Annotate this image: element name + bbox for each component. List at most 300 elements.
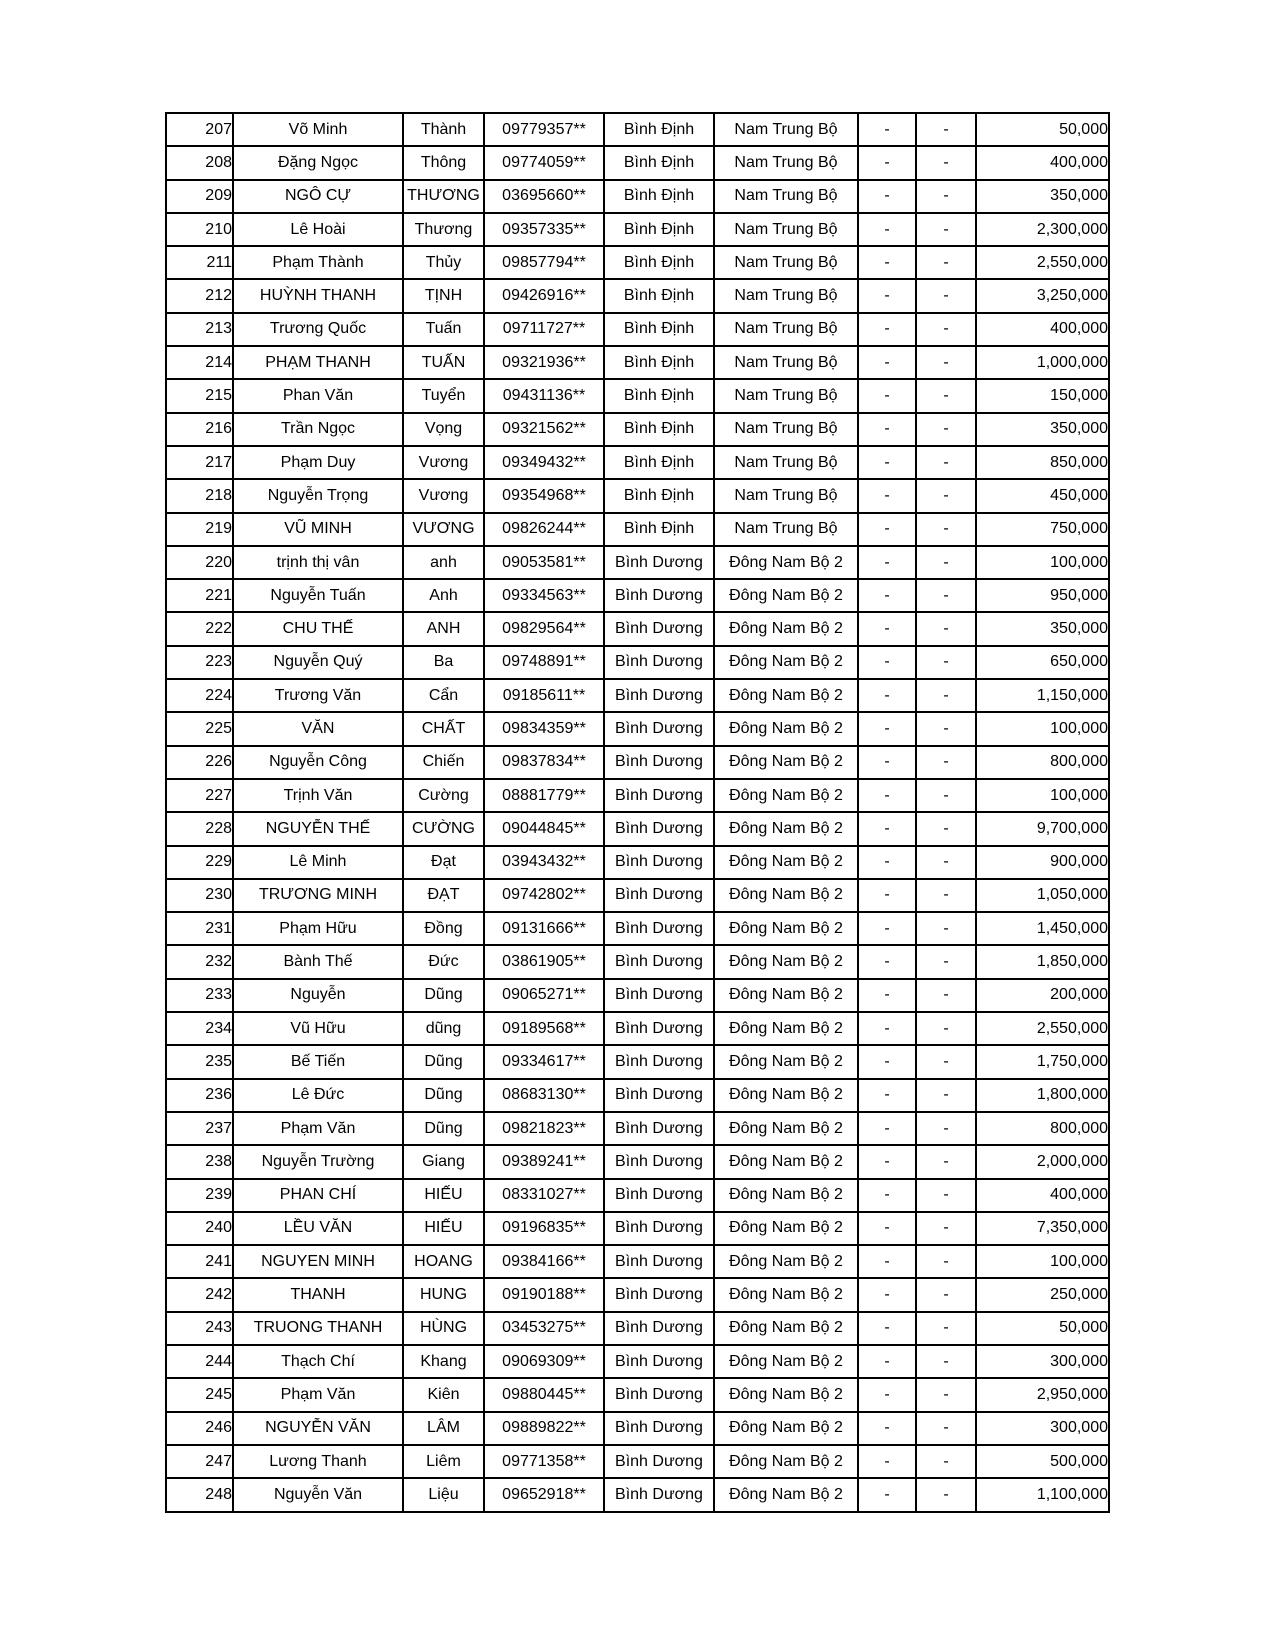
cell-region: Nam Trung Bộ (714, 146, 858, 179)
cell-first-name: Nguyễn (233, 979, 403, 1012)
donor-list-table (165, 112, 1110, 1513)
cell-dash-2: - (916, 213, 976, 246)
cell-amount: 750,000 (976, 513, 1109, 546)
cell-province: Bình Dương (604, 1012, 714, 1045)
cell-region: Đông Nam Bộ 2 (714, 1112, 858, 1145)
cell-amount: 850,000 (976, 446, 1109, 479)
cell-dash-2: - (916, 1478, 976, 1512)
cell-amount: 100,000 (976, 779, 1109, 812)
cell-dash-2: - (916, 346, 976, 379)
cell-dash-1: - (858, 1012, 916, 1045)
cell-dash-1: - (858, 1179, 916, 1212)
cell-province: Bình Định (604, 446, 714, 479)
cell-dash-1: - (858, 1145, 916, 1178)
cell-first-name: Đặng Ngọc (233, 146, 403, 179)
cell-region: Nam Trung Bộ (714, 446, 858, 479)
cell-phone: 09131666** (484, 912, 604, 945)
cell-region: Đông Nam Bộ 2 (714, 1478, 858, 1512)
cell-dash-1: - (858, 379, 916, 412)
cell-dash-2: - (916, 279, 976, 312)
cell-first-name: Phạm Văn (233, 1378, 403, 1411)
cell-phone: 03943432** (484, 846, 604, 879)
cell-last-name: Vương (403, 446, 484, 479)
table-row (166, 1079, 1109, 1112)
cell-dash-2: - (916, 246, 976, 279)
cell-row-no: 224 (166, 679, 233, 712)
table-row (166, 1012, 1109, 1045)
cell-amount: 650,000 (976, 646, 1109, 679)
cell-dash-2: - (916, 146, 976, 179)
cell-last-name: Chiến (403, 746, 484, 779)
cell-phone: 09742802** (484, 879, 604, 912)
cell-first-name: Phạm Văn (233, 1112, 403, 1145)
cell-province: Bình Định (604, 346, 714, 379)
cell-amount: 900,000 (976, 846, 1109, 879)
cell-region: Đông Nam Bộ 2 (714, 1045, 858, 1078)
cell-phone: 09053581** (484, 546, 604, 579)
table-row (166, 513, 1109, 546)
cell-dash-2: - (916, 1345, 976, 1378)
cell-dash-1: - (858, 779, 916, 812)
cell-region: Đông Nam Bộ 2 (714, 746, 858, 779)
cell-region: Đông Nam Bộ 2 (714, 1079, 858, 1112)
cell-first-name: Nguyễn Trọng (233, 479, 403, 512)
table-row (166, 1045, 1109, 1078)
cell-last-name: Vương (403, 479, 484, 512)
cell-phone: 09857794** (484, 246, 604, 279)
cell-province: Bình Dương (604, 812, 714, 845)
cell-dash-2: - (916, 746, 976, 779)
cell-dash-1: - (858, 213, 916, 246)
cell-row-no: 228 (166, 812, 233, 845)
cell-first-name: LỀU VĂN (233, 1212, 403, 1245)
cell-amount: 3,250,000 (976, 279, 1109, 312)
table-row (166, 912, 1109, 945)
table-row (166, 579, 1109, 612)
cell-amount: 400,000 (976, 146, 1109, 179)
cell-dash-2: - (916, 1045, 976, 1078)
cell-dash-1: - (858, 1412, 916, 1445)
cell-amount: 400,000 (976, 313, 1109, 346)
cell-region: Nam Trung Bộ (714, 313, 858, 346)
cell-first-name: trịnh thị vân (233, 546, 403, 579)
cell-first-name: NGUYỄN THẾ (233, 812, 403, 845)
cell-last-name: Dũng (403, 979, 484, 1012)
cell-phone: 09069309** (484, 1345, 604, 1378)
cell-amount: 2,300,000 (976, 213, 1109, 246)
cell-province: Bình Dương (604, 1145, 714, 1178)
cell-dash-1: - (858, 1212, 916, 1245)
cell-first-name: Nguyễn Tuấn (233, 579, 403, 612)
cell-first-name: VŨ MINH (233, 513, 403, 546)
table-row (166, 1478, 1109, 1512)
table-row (166, 479, 1109, 512)
cell-row-no: 241 (166, 1245, 233, 1278)
cell-dash-2: - (916, 513, 976, 546)
cell-row-no: 248 (166, 1478, 233, 1512)
cell-last-name: Tuyển (403, 379, 484, 412)
cell-last-name: Cường (403, 779, 484, 812)
table-row (166, 945, 1109, 978)
cell-dash-2: - (916, 413, 976, 446)
cell-amount: 150,000 (976, 379, 1109, 412)
cell-row-no: 234 (166, 1012, 233, 1045)
cell-phone: 08881779** (484, 779, 604, 812)
table-row (166, 246, 1109, 279)
cell-province: Bình Định (604, 146, 714, 179)
table-row (166, 146, 1109, 179)
table-row (166, 113, 1109, 146)
cell-dash-1: - (858, 945, 916, 978)
cell-phone: 09711727** (484, 313, 604, 346)
cell-dash-2: - (916, 679, 976, 712)
cell-row-no: 235 (166, 1045, 233, 1078)
cell-last-name: Ba (403, 646, 484, 679)
table-row (166, 379, 1109, 412)
cell-row-no: 220 (166, 546, 233, 579)
cell-province: Bình Dương (604, 646, 714, 679)
cell-amount: 1,000,000 (976, 346, 1109, 379)
cell-amount: 300,000 (976, 1345, 1109, 1378)
cell-row-no: 244 (166, 1345, 233, 1378)
cell-amount: 1,450,000 (976, 912, 1109, 945)
cell-amount: 1,800,000 (976, 1079, 1109, 1112)
cell-region: Đông Nam Bộ 2 (714, 1179, 858, 1212)
cell-phone: 09357335** (484, 213, 604, 246)
cell-last-name: anh (403, 546, 484, 579)
cell-region: Đông Nam Bộ 2 (714, 879, 858, 912)
cell-first-name: Nguyễn Trường (233, 1145, 403, 1178)
cell-dash-1: - (858, 313, 916, 346)
cell-region: Nam Trung Bộ (714, 346, 858, 379)
cell-phone: 09431136** (484, 379, 604, 412)
cell-province: Bình Dương (604, 546, 714, 579)
cell-dash-2: - (916, 945, 976, 978)
cell-phone: 09771358** (484, 1445, 604, 1478)
cell-first-name: TRƯƠNG MINH (233, 879, 403, 912)
cell-row-no: 237 (166, 1112, 233, 1145)
cell-row-no: 223 (166, 646, 233, 679)
cell-last-name: Anh (403, 579, 484, 612)
cell-dash-1: - (858, 1079, 916, 1112)
cell-last-name: Cẩn (403, 679, 484, 712)
cell-first-name: VĂN (233, 712, 403, 745)
cell-province: Bình Dương (604, 1312, 714, 1345)
cell-dash-2: - (916, 1412, 976, 1445)
cell-province: Bình Định (604, 313, 714, 346)
cell-province: Bình Dương (604, 579, 714, 612)
cell-amount: 800,000 (976, 746, 1109, 779)
cell-first-name: TRUONG THANH (233, 1312, 403, 1345)
cell-amount: 100,000 (976, 1245, 1109, 1278)
cell-province: Bình Định (604, 213, 714, 246)
cell-dash-2: - (916, 879, 976, 912)
cell-amount: 400,000 (976, 1179, 1109, 1212)
cell-phone: 08683130** (484, 1079, 604, 1112)
cell-dash-2: - (916, 846, 976, 879)
cell-region: Nam Trung Bộ (714, 246, 858, 279)
cell-row-no: 227 (166, 779, 233, 812)
table-row (166, 1112, 1109, 1145)
cell-province: Bình Dương (604, 1245, 714, 1278)
cell-dash-2: - (916, 712, 976, 745)
cell-last-name: HIẾU (403, 1179, 484, 1212)
cell-first-name: Trần Ngọc (233, 413, 403, 446)
cell-phone: 09826244** (484, 513, 604, 546)
cell-region: Đông Nam Bộ 2 (714, 579, 858, 612)
cell-province: Bình Định (604, 513, 714, 546)
cell-row-no: 212 (166, 279, 233, 312)
cell-last-name: LÂM (403, 1412, 484, 1445)
cell-last-name: dũng (403, 1012, 484, 1045)
table-row (166, 546, 1109, 579)
table-row (166, 712, 1109, 745)
cell-last-name: THƯƠNG (403, 180, 484, 213)
cell-region: Đông Nam Bộ 2 (714, 1145, 858, 1178)
cell-dash-1: - (858, 1312, 916, 1345)
cell-phone: 09880445** (484, 1378, 604, 1411)
cell-amount: 450,000 (976, 479, 1109, 512)
cell-dash-2: - (916, 479, 976, 512)
cell-region: Đông Nam Bộ 2 (714, 912, 858, 945)
cell-dash-2: - (916, 180, 976, 213)
table-row (166, 879, 1109, 912)
cell-province: Bình Dương (604, 945, 714, 978)
cell-dash-2: - (916, 1079, 976, 1112)
cell-row-no: 238 (166, 1145, 233, 1178)
cell-region: Đông Nam Bộ 2 (714, 1012, 858, 1045)
cell-province: Bình Dương (604, 1445, 714, 1478)
cell-phone: 09185611** (484, 679, 604, 712)
cell-province: Bình Dương (604, 1412, 714, 1445)
cell-amount: 50,000 (976, 113, 1109, 146)
cell-first-name: Nguyễn Quý (233, 646, 403, 679)
cell-row-no: 226 (166, 746, 233, 779)
cell-region: Nam Trung Bộ (714, 213, 858, 246)
cell-province: Bình Định (604, 279, 714, 312)
cell-dash-2: - (916, 812, 976, 845)
cell-dash-1: - (858, 646, 916, 679)
table-row (166, 1378, 1109, 1411)
cell-region: Đông Nam Bộ 2 (714, 945, 858, 978)
cell-row-no: 218 (166, 479, 233, 512)
cell-row-no: 236 (166, 1079, 233, 1112)
cell-first-name: HUỲNH THANH (233, 279, 403, 312)
cell-first-name: Lê Hoài (233, 213, 403, 246)
cell-phone: 09190188** (484, 1278, 604, 1311)
cell-dash-1: - (858, 146, 916, 179)
cell-dash-1: - (858, 979, 916, 1012)
cell-row-no: 214 (166, 346, 233, 379)
cell-phone: 09321936** (484, 346, 604, 379)
cell-dash-2: - (916, 379, 976, 412)
cell-amount: 300,000 (976, 1412, 1109, 1445)
cell-row-no: 209 (166, 180, 233, 213)
cell-amount: 1,050,000 (976, 879, 1109, 912)
cell-phone: 09834359** (484, 712, 604, 745)
cell-first-name: PHẠM THANH (233, 346, 403, 379)
cell-first-name: Trương Văn (233, 679, 403, 712)
cell-last-name: Khang (403, 1345, 484, 1378)
cell-province: Bình Định (604, 379, 714, 412)
cell-phone: 09426916** (484, 279, 604, 312)
cell-phone: 09829564** (484, 612, 604, 645)
cell-first-name: Trương Quốc (233, 313, 403, 346)
cell-region: Đông Nam Bộ 2 (714, 1345, 858, 1378)
cell-phone: 09748891** (484, 646, 604, 679)
cell-amount: 1,750,000 (976, 1045, 1109, 1078)
cell-row-no: 219 (166, 513, 233, 546)
cell-phone: 09349432** (484, 446, 604, 479)
cell-amount: 100,000 (976, 712, 1109, 745)
cell-phone: 09652918** (484, 1478, 604, 1512)
cell-region: Nam Trung Bộ (714, 279, 858, 312)
cell-dash-1: - (858, 612, 916, 645)
cell-row-no: 225 (166, 712, 233, 745)
table-row (166, 779, 1109, 812)
cell-province: Bình Dương (604, 979, 714, 1012)
cell-amount: 50,000 (976, 1312, 1109, 1345)
cell-phone: 09837834** (484, 746, 604, 779)
cell-phone: 09354968** (484, 479, 604, 512)
cell-amount: 1,850,000 (976, 945, 1109, 978)
table-row (166, 279, 1109, 312)
table-row (166, 679, 1109, 712)
cell-phone: 03861905** (484, 945, 604, 978)
cell-dash-2: - (916, 1179, 976, 1212)
cell-province: Bình Dương (604, 1278, 714, 1311)
cell-phone: 09044845** (484, 812, 604, 845)
cell-amount: 9,700,000 (976, 812, 1109, 845)
cell-last-name: CƯỜNG (403, 812, 484, 845)
table-row (166, 1245, 1109, 1278)
cell-region: Đông Nam Bộ 2 (714, 679, 858, 712)
cell-province: Bình Dương (604, 846, 714, 879)
cell-region: Đông Nam Bộ 2 (714, 1312, 858, 1345)
cell-dash-2: - (916, 1145, 976, 1178)
cell-first-name: NGÔ CỰ (233, 180, 403, 213)
cell-region: Nam Trung Bộ (714, 379, 858, 412)
cell-row-no: 240 (166, 1212, 233, 1245)
cell-dash-1: - (858, 113, 916, 146)
cell-last-name: HÙNG (403, 1312, 484, 1345)
table-row (166, 979, 1109, 1012)
cell-first-name: Phạm Duy (233, 446, 403, 479)
cell-dash-1: - (858, 812, 916, 845)
cell-last-name: Vọng (403, 413, 484, 446)
cell-amount: 7,350,000 (976, 1212, 1109, 1245)
cell-region: Nam Trung Bộ (714, 180, 858, 213)
cell-province: Bình Dương (604, 1112, 714, 1145)
table-row (166, 746, 1109, 779)
cell-dash-1: - (858, 679, 916, 712)
cell-row-no: 233 (166, 979, 233, 1012)
cell-phone: 09889822** (484, 1412, 604, 1445)
cell-dash-1: - (858, 1378, 916, 1411)
cell-row-no: 216 (166, 413, 233, 446)
cell-row-no: 217 (166, 446, 233, 479)
cell-province: Bình Dương (604, 879, 714, 912)
cell-province: Bình Dương (604, 712, 714, 745)
cell-row-no: 208 (166, 146, 233, 179)
cell-dash-2: - (916, 612, 976, 645)
cell-row-no: 229 (166, 846, 233, 879)
cell-first-name: Phạm Hữu (233, 912, 403, 945)
cell-last-name: Dũng (403, 1079, 484, 1112)
cell-province: Bình Dương (604, 1179, 714, 1212)
cell-province: Bình Dương (604, 1212, 714, 1245)
cell-last-name: Tuấn (403, 313, 484, 346)
table-row (166, 846, 1109, 879)
cell-first-name: Vũ Hữu (233, 1012, 403, 1045)
cell-dash-2: - (916, 646, 976, 679)
cell-last-name: Thành (403, 113, 484, 146)
cell-first-name: Nguyễn Công (233, 746, 403, 779)
cell-dash-1: - (858, 712, 916, 745)
cell-dash-1: - (858, 413, 916, 446)
table-row (166, 1278, 1109, 1311)
cell-dash-2: - (916, 1445, 976, 1478)
cell-amount: 2,550,000 (976, 1012, 1109, 1045)
cell-region: Đông Nam Bộ 2 (714, 812, 858, 845)
cell-first-name: Lê Minh (233, 846, 403, 879)
cell-amount: 250,000 (976, 1278, 1109, 1311)
table-row (166, 446, 1109, 479)
table-row (166, 1412, 1109, 1445)
cell-row-no: 215 (166, 379, 233, 412)
cell-amount: 500,000 (976, 1445, 1109, 1478)
cell-dash-1: - (858, 513, 916, 546)
table-row (166, 1345, 1109, 1378)
cell-dash-2: - (916, 446, 976, 479)
cell-amount: 800,000 (976, 1112, 1109, 1145)
cell-first-name: Lê Đức (233, 1079, 403, 1112)
cell-first-name: Bế Tiến (233, 1045, 403, 1078)
cell-province: Bình Dương (604, 1345, 714, 1378)
table-row (166, 180, 1109, 213)
cell-last-name: HOANG (403, 1245, 484, 1278)
cell-first-name: Bành Thế (233, 945, 403, 978)
cell-dash-1: - (858, 1278, 916, 1311)
cell-province: Bình Định (604, 479, 714, 512)
cell-row-no: 232 (166, 945, 233, 978)
cell-phone: 09821823** (484, 1112, 604, 1145)
cell-first-name: Phạm Thành (233, 246, 403, 279)
cell-dash-2: - (916, 313, 976, 346)
cell-region: Đông Nam Bộ 2 (714, 712, 858, 745)
cell-dash-1: - (858, 1478, 916, 1512)
cell-dash-1: - (858, 1045, 916, 1078)
cell-phone: 09196835** (484, 1212, 604, 1245)
cell-dash-1: - (858, 446, 916, 479)
cell-region: Đông Nam Bộ 2 (714, 1412, 858, 1445)
cell-last-name: Thương (403, 213, 484, 246)
cell-dash-1: - (858, 279, 916, 312)
cell-dash-1: - (858, 1245, 916, 1278)
cell-province: Bình Định (604, 246, 714, 279)
cell-row-no: 246 (166, 1412, 233, 1445)
table-row (166, 313, 1109, 346)
cell-region: Đông Nam Bộ 2 (714, 1445, 858, 1478)
table-row (166, 413, 1109, 446)
cell-province: Bình Định (604, 413, 714, 446)
cell-region: Đông Nam Bộ 2 (714, 646, 858, 679)
cell-last-name: Đồng (403, 912, 484, 945)
cell-dash-2: - (916, 113, 976, 146)
cell-dash-1: - (858, 1112, 916, 1145)
cell-dash-2: - (916, 1012, 976, 1045)
cell-amount: 1,100,000 (976, 1478, 1109, 1512)
